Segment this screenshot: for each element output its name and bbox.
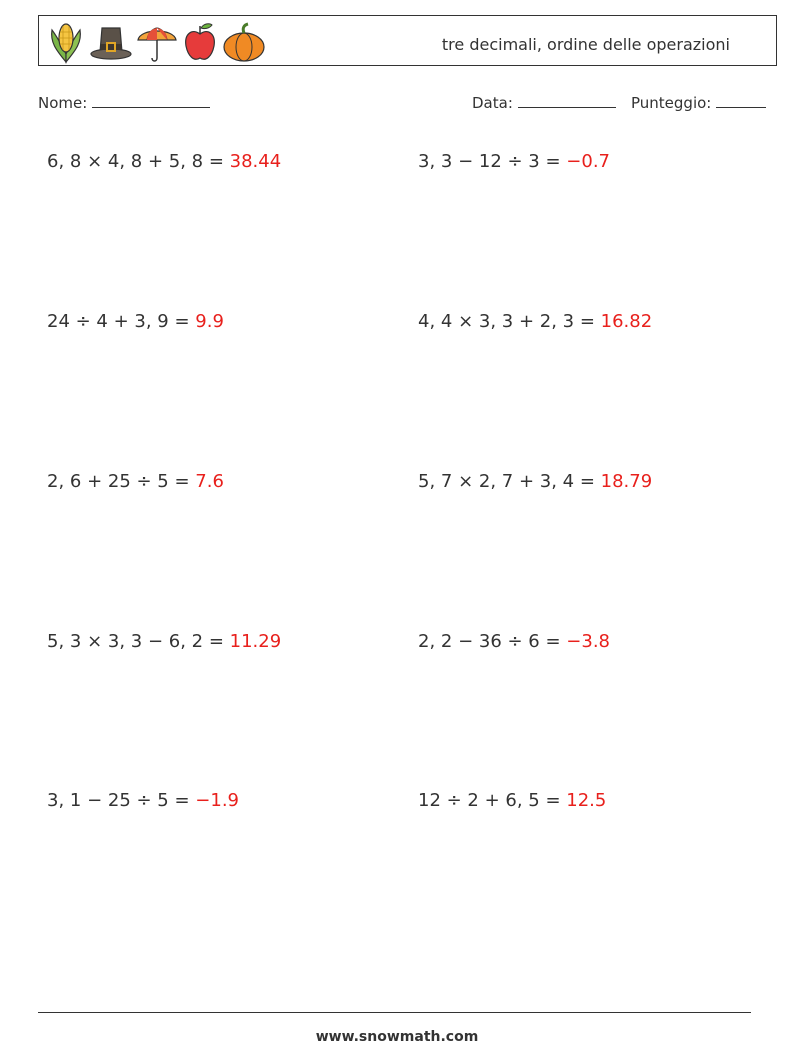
worksheet-title: tre decimali, ordine delle operazioni xyxy=(441,35,730,54)
date-field xyxy=(472,93,616,112)
name-label: Nome: xyxy=(38,94,88,112)
problem-expression: 2, 6 + 25 ÷ 5 = xyxy=(47,471,196,492)
problem-answer: 11.29 xyxy=(229,631,282,652)
problem-7 xyxy=(47,631,281,652)
problem-answer: −1.9 xyxy=(195,790,239,811)
problem-expression: 2, 2 − 36 ÷ 6 = xyxy=(418,631,567,652)
umbrella-icon xyxy=(136,20,178,64)
date-label: Data: xyxy=(472,94,513,112)
problem-4 xyxy=(418,311,652,332)
problem-expression: 12 ÷ 2 + 6, 5 = xyxy=(418,790,567,811)
name-field xyxy=(38,93,210,112)
icon-strip xyxy=(46,20,266,64)
problem-10 xyxy=(418,790,606,811)
problem-answer: −0.7 xyxy=(566,151,610,172)
problem-3 xyxy=(47,311,224,332)
problem-2 xyxy=(418,151,610,172)
pumpkin-icon xyxy=(222,20,266,64)
problem-answer: 38.44 xyxy=(229,151,282,172)
problem-expression: 3, 1 − 25 ÷ 5 = xyxy=(47,790,196,811)
problem-expression: 5, 7 × 2, 7 + 3, 4 = xyxy=(418,471,601,492)
problem-6 xyxy=(418,471,652,492)
problem-answer: 16.82 xyxy=(600,311,653,332)
problem-5 xyxy=(47,471,224,492)
footer-divider xyxy=(38,1012,751,1013)
pilgrim-hat-icon xyxy=(90,20,132,64)
problem-answer: −3.8 xyxy=(566,631,610,652)
problem-answer: 18.79 xyxy=(600,471,653,492)
problem-8 xyxy=(418,631,610,652)
worksheet-header xyxy=(38,15,777,66)
score-line[interactable] xyxy=(716,93,766,108)
footer-url[interactable]: www.snowmath.com xyxy=(315,1029,479,1045)
problem-expression: 4, 4 × 3, 3 + 2, 3 = xyxy=(418,311,601,332)
problem-expression: 24 ÷ 4 + 3, 9 = xyxy=(47,311,196,332)
problem-expression: 5, 3 × 3, 3 − 6, 2 = xyxy=(47,631,230,652)
score-label: Punteggio: xyxy=(631,94,712,112)
problem-answer: 9.9 xyxy=(195,311,224,332)
score-field xyxy=(631,93,766,112)
corn-icon xyxy=(46,20,86,64)
problem-answer: 7.6 xyxy=(195,471,224,492)
problem-expression: 3, 3 − 12 ÷ 3 = xyxy=(418,151,567,172)
apple-icon xyxy=(182,20,218,64)
problem-1 xyxy=(47,151,281,172)
name-line[interactable] xyxy=(92,93,210,108)
problem-9 xyxy=(47,790,239,811)
problem-answer: 12.5 xyxy=(566,790,607,811)
problem-expression: 6, 8 × 4, 8 + 5, 8 = xyxy=(47,151,230,172)
date-line[interactable] xyxy=(518,93,616,108)
